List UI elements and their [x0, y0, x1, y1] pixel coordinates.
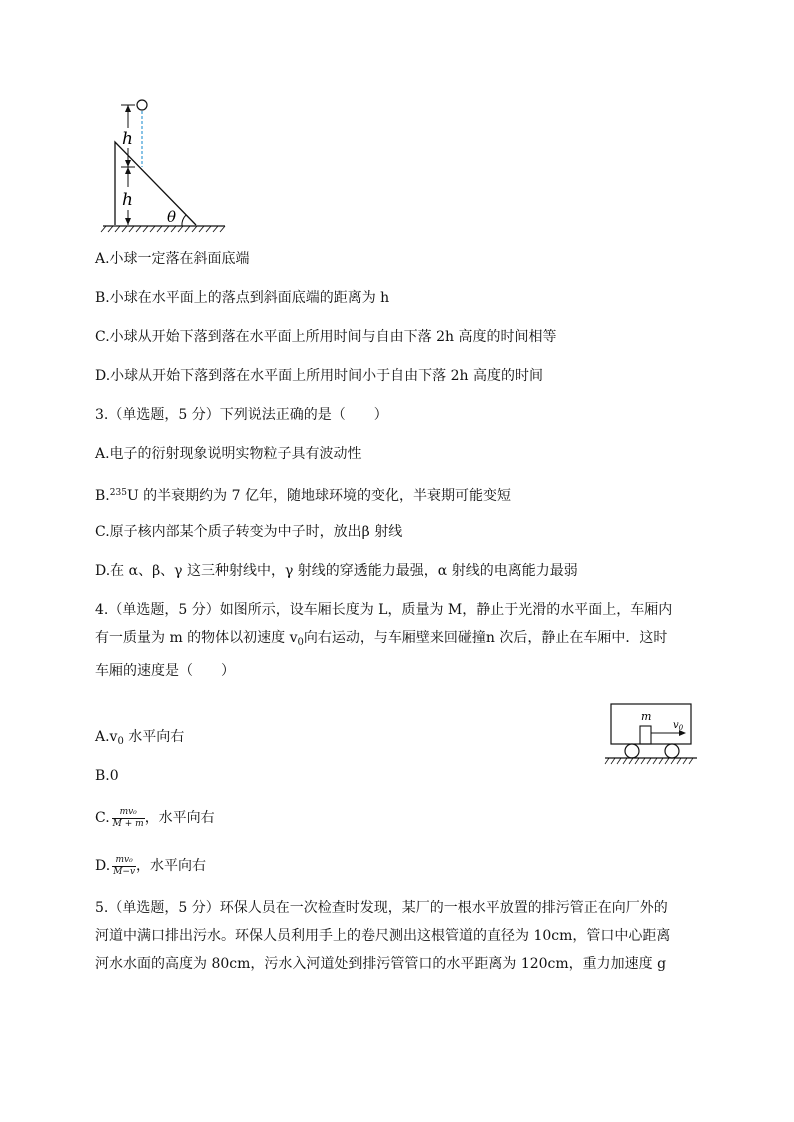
q4-option-c-numerator: mv₀: [112, 807, 145, 819]
q4-stem-line1: 4.（单选题，5 分）如图所示，设车厢长度为 L，质量为 M，静止于光滑的水平面上，车厢内: [95, 602, 673, 618]
label-h-bottom: h: [122, 190, 133, 210]
label-theta: θ: [167, 208, 177, 226]
q4-option-a-sub: 0: [117, 736, 124, 747]
q2-option-b: B.小球在水平面上的落点到斜面底端的距离为 h: [95, 290, 390, 306]
q4-option-d-fraction: [112, 855, 136, 878]
q4-stem-line2-sub: 0: [297, 637, 304, 648]
ground-hatching: [101, 226, 225, 232]
q4-option-d-denominator: M−v: [113, 866, 136, 877]
q5-line2: 河道中满口排出污水。环保人员利用手上的卷尺测出这根管道的直径为 10cm，管口中心距离: [95, 928, 671, 944]
angle-arc: [182, 215, 186, 226]
q4-option-b: B.0: [95, 768, 119, 784]
q4-option-c-denominator: M + m: [112, 818, 144, 829]
wheel-right: [665, 744, 679, 758]
q2-option-a: A.小球一定落在斜面底端: [95, 251, 250, 267]
q3-option-b-prefix: B.: [95, 488, 110, 504]
q4-option-d-numerator: mv₀: [112, 855, 136, 867]
q2-option-d: D.小球从开始下落到落在水平面上所用时间小于自由下落 2h 高度的时间: [95, 368, 543, 384]
cart-ground-hatching: [605, 758, 693, 764]
q4-option-c-fraction: [112, 807, 145, 830]
q5-line3: 河水水面的高度为 80cm，污水入河道处到排污管管口的水平距离为 120cm，重力加速度 g: [95, 956, 667, 972]
q3-stem: 3.（单选题，5 分）下列说法正确的是（ ）: [95, 407, 388, 423]
q3-option-d: D.在 α、β、γ 这三种射线中，γ 射线的穿透能力最强，α 射线的电离能力最弱: [95, 563, 578, 579]
q4-option-d: [95, 849, 206, 883]
q4-stem-line3: 车厢的速度是（ ）: [95, 663, 235, 679]
q4-option-a-text: 水平向右: [123, 729, 185, 745]
q4-option-d-text: ，水平向右: [136, 858, 207, 874]
q5-stem: [95, 894, 695, 978]
q4-option-a: [95, 728, 184, 751]
q3-option-b-isotope-mass: 235: [109, 488, 127, 498]
q3-option-b: [95, 484, 511, 505]
ball: [137, 100, 147, 110]
q4-option-c: [95, 801, 215, 835]
q4-stem: [95, 596, 695, 685]
label-h-top: h: [122, 129, 133, 149]
q3-option-a: A.电子的衍射现象说明实物粒子具有波动性: [95, 446, 362, 462]
q4-option-a-v: A.v: [95, 729, 118, 745]
label-m: m: [641, 710, 652, 723]
incline: [115, 142, 196, 225]
q4-option-c-prefix: C.: [95, 810, 110, 826]
q2-option-c: C.小球从开始下落到落在水平面上所用时间与自由下落 2h 高度的时间相等: [95, 329, 557, 345]
block-m: [640, 726, 651, 744]
q3-option-c: C.原子核内部某个质子转变为中子时，放出β 射线: [95, 524, 403, 540]
cart-figure: [600, 698, 700, 770]
q5-line1: 5.（单选题，5 分）环保人员在一次检查时发现，某厂的一根水平放置的排污管正在向厂外的: [95, 900, 668, 916]
q4-stem-line2: [95, 624, 695, 657]
incline-figure: [100, 96, 230, 236]
q4-option-c-text: ，水平向右: [144, 810, 215, 826]
wheel-left: [625, 744, 639, 758]
label-v0: $v_0$: [673, 720, 684, 732]
q4-stem-line2-b: 向右运动，与车厢壁来回碰撞n 次后，静止在车厢中．这时: [303, 630, 668, 646]
q3-option-b-text: U 的半衰期约为 7 亿年，随地球环境的变化，半衰期可能变短: [126, 488, 511, 504]
q4-option-d-prefix: D.: [95, 858, 111, 874]
q4-stem-line2-a: 有一质量为 m 的物体以初速度 v: [95, 630, 298, 646]
